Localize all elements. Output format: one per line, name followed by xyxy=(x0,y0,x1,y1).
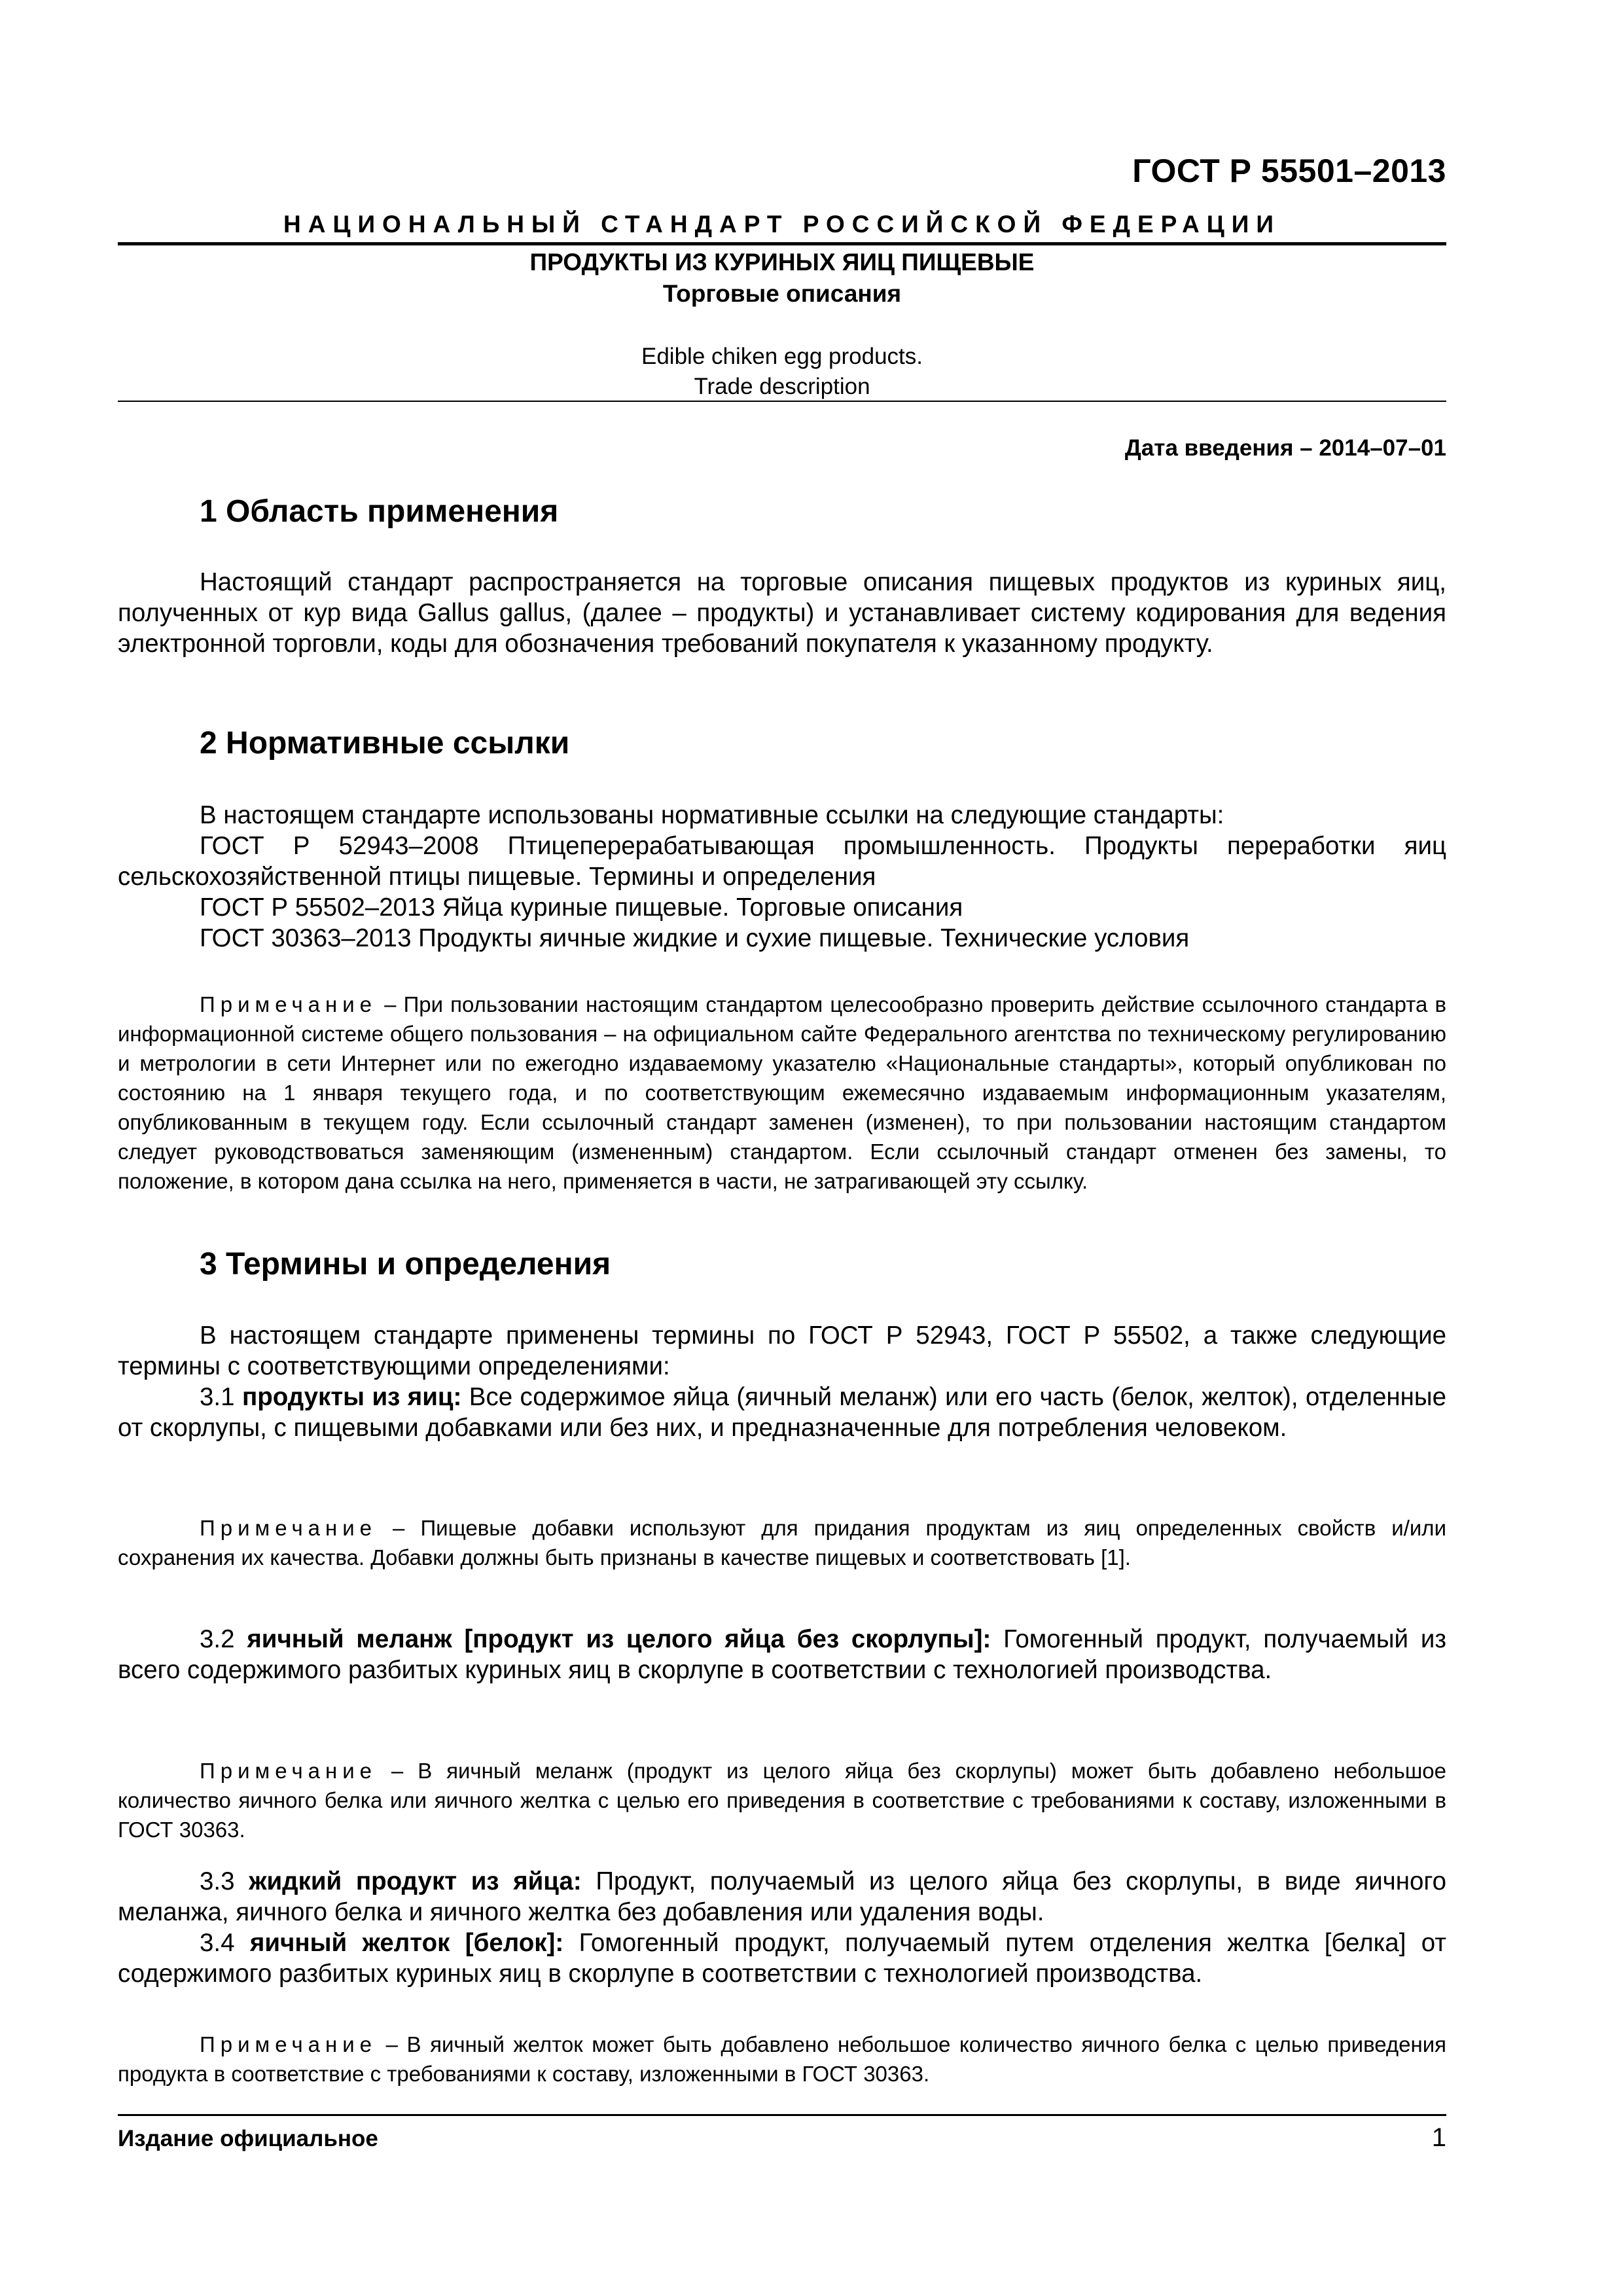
effective-date: Дата введения – 2014–07–01 xyxy=(1124,435,1446,461)
term-number: 3.4 xyxy=(200,1929,250,1957)
term-3-4-note xyxy=(118,2030,1446,2089)
edition-label: Издание официальное xyxy=(118,2126,378,2151)
section-2-heading: 2 Нормативные ссылки xyxy=(200,726,570,761)
term-definition: Гомогенный продукт, получаемый путем отделения желтка [белка] от содержимого разбитых куриных яиц в скорлупе в соответствии с технологией производства. xyxy=(118,1929,1446,1988)
term-definition: Все содержимое яйца (яичный меланж) или его часть (белок, желток), отделенные от скорлупы, с пищевыми добавками или без них, и предназначенные для потребления человеком. xyxy=(118,1383,1446,1442)
reference-3: ГОСТ 30363–2013 Продукты яичные жидкие и сухие пищевые. Технические условия xyxy=(200,924,1190,952)
term-definition: Продукт, получаемый из целого яйца без скорлупы, в виде яичного меланжа, яичного белка и яичного желтка без добавления или удаления воды. xyxy=(118,1867,1446,1926)
national-standard-label: НАЦИОНАЛЬНЫЙ СТАНДАРТ РОССИЙСКОЙ ФЕДЕРАЦИИ xyxy=(283,211,1281,238)
section-1-heading: 1 Область применения xyxy=(200,494,559,529)
term-name: яичный желток [белок]: xyxy=(249,1929,564,1957)
document-subtitle: Торговые описания xyxy=(662,280,902,307)
note-label: Примечание xyxy=(200,2032,378,2056)
reference-2: ГОСТ Р 55502–2013 Яйца куриные пищевые. Торговые описания xyxy=(200,893,963,922)
english-title-line1: Edible chiken egg products. xyxy=(641,344,923,369)
english-title-line2: Trade description xyxy=(694,374,870,399)
note-text: – В яичный меланж (продукт из целого яйца без скорлупы) может быть добавлено небольшое количество яичного белка или яичного желтка с целью его приведения в соответствие с требованиями к составу, изложенными в ГОСТ 30363. xyxy=(118,1759,1446,1842)
term-name: яичный меланж [продукт из целого яйца без скорлупы]: xyxy=(247,1625,991,1653)
title-rule xyxy=(118,401,1446,402)
term-definition: Гомогенный продукт, получаемый из всего содержимого разбитых куриных яиц в скорлупе в соответствии с технологией производства. xyxy=(118,1625,1447,1684)
term-3-3 xyxy=(118,1866,1446,1928)
english-title xyxy=(118,342,1446,402)
note-text: – При пользовании настоящим стандартом целесообразно проверить действие ссылочного стандарта в информационной системе общего пользования – на официальном сайте Федерального агентства по техническому регулированию и метрологии в сети Интернет или по ежегодно издаваемому указателю «Национальные стандарты», который опубликован по состоянию на 1 января текущего года, и по соответствующим ежемесячно издаваемым информационным указателям, опубликованным в текущем году. Если ссылочный стандарт заменен (изменен), то при пользовании настоящим стандартом следует руководствоваться заменяющим (измененным) стандартом. Если ссылочный стандарт отменен без замены, то положение, в котором дана ссылка на него, применяется в части, не затрагивающей эту ссылку. xyxy=(118,992,1446,1193)
document-page xyxy=(118,0,1446,2296)
section-2-intro: В настоящем стандарте использованы нормативные ссылки на следующие стандарты: xyxy=(200,801,1224,829)
section-3-intro: В настоящем стандарте применены термины по ГОСТ Р 52943, ГОСТ Р 55502, а также следующие термины с соответствующими определениями: xyxy=(118,1321,1446,1380)
note-label: Примечание xyxy=(200,1759,378,1783)
section-1-text: Настоящий стандарт распространяется на торговые описания пищевых продуктов из куриных яиц, полученных от кур вида Gallus gallus, (далее – продукты) и устанавливает систему кодирования для ведения электронной торговли, коды для обозначения требований покупателя к указанному продукту. xyxy=(118,568,1446,658)
section-3-heading: 3 Термины и определения xyxy=(200,1247,611,1282)
document-title: ПРОДУКТЫ ИЗ КУРИНЫХ ЯИЦ ПИЩЕВЫЕ xyxy=(529,249,1035,276)
header-rule xyxy=(118,242,1446,245)
term-name: продукты из яиц: xyxy=(241,1383,462,1411)
term-number: 3.3 xyxy=(200,1867,249,1895)
note-label: Примечание xyxy=(200,1516,378,1540)
note-text: – Пищевые добавки используют для придания продуктам из яиц определенных свойств и/или сохранения их качества. Добавки должны быть признаны в качестве пищевых и соответствовать [1]. xyxy=(118,1516,1446,1570)
reference-1: ГОСТ Р 52943–2008 Птицеперерабатывающая промышленность. Продукты переработки яиц сельскохозяйственной птицы пищевые. Термины и определения xyxy=(118,832,1446,891)
term-3-1-note xyxy=(118,1513,1446,1572)
term-number: 3.1 xyxy=(200,1383,242,1411)
section-2-note xyxy=(118,990,1446,1196)
term-3-1 xyxy=(118,1382,1446,1443)
note-text: – В яичный желток может быть добавлено небольшое количество яичного белка с целью приведения продукта в соответствие с требованиями к составу, изложенными в ГОСТ 30363. xyxy=(118,2032,1446,2086)
term-number: 3.2 xyxy=(200,1625,247,1653)
footer-rule xyxy=(118,2114,1446,2116)
term-3-2 xyxy=(118,1624,1446,1685)
page-number: 1 xyxy=(1431,2123,1446,2152)
term-name: жидкий продукт из яйца: xyxy=(249,1867,582,1895)
note-label: Примечание xyxy=(200,992,378,1016)
term-3-4 xyxy=(118,1928,1446,1989)
term-3-2-note xyxy=(118,1756,1446,1844)
gost-code: ГОСТ Р 55501–2013 xyxy=(1132,152,1446,189)
